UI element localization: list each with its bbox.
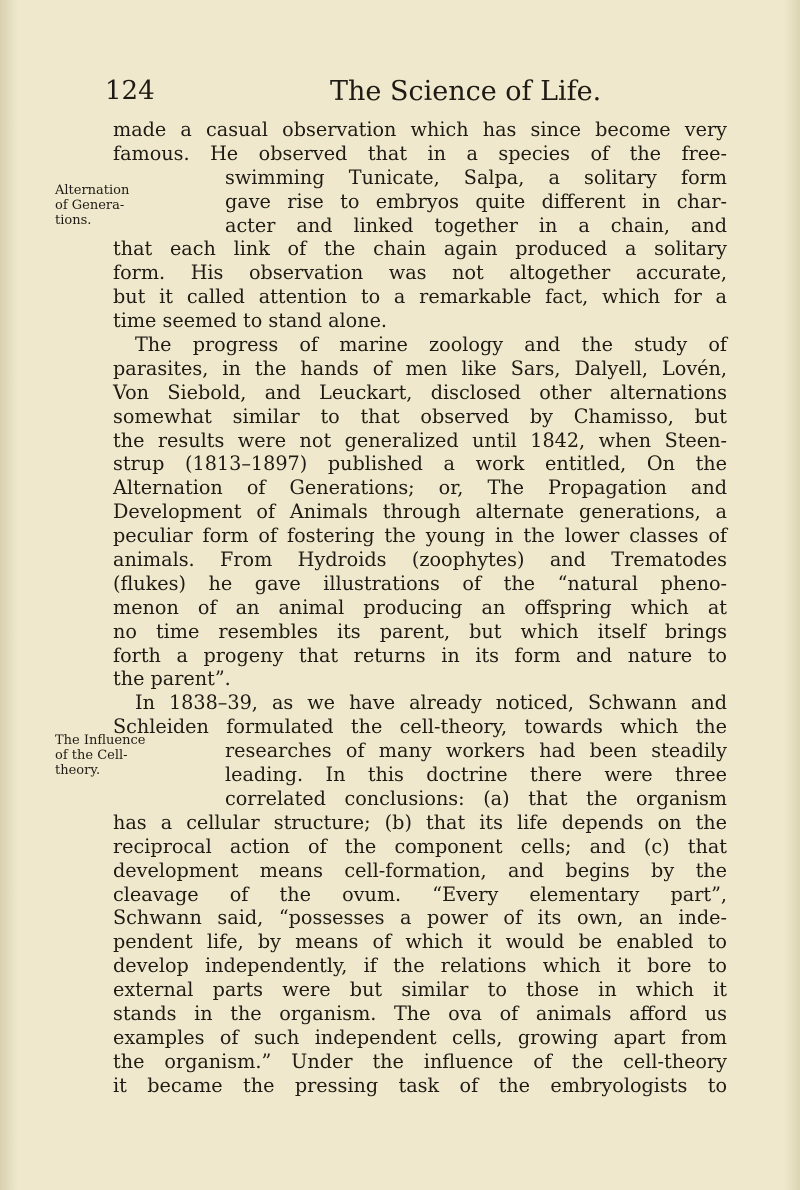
- margin-note-line: of the Cell-: [55, 748, 128, 763]
- text-line: strup (1813–1897) published a work entitled, On the: [113, 452, 727, 476]
- text-line: In 1838–39, as we have already noticed, Schwann and: [135, 691, 727, 715]
- margin-note-line: theory.: [55, 763, 101, 778]
- page-edge-left: [0, 0, 18, 1190]
- text-line: animals. From Hydroids (zoophytes) and Trematodes: [113, 548, 727, 572]
- text-line: researches of many workers had been steadily: [225, 739, 727, 763]
- text-line: gave rise to embryos quite different in char-: [225, 189, 727, 213]
- text-line: peculiar form of fostering the young in the lower classes of: [113, 524, 727, 548]
- text-line: external parts were but similar to those in which it: [113, 978, 727, 1002]
- text-line: the organism.” Under the influence of the cell-theory: [113, 1049, 727, 1073]
- text-line: but it called attention to a remarkable fact, which for a: [113, 285, 727, 309]
- margin-note-line: The Influence: [55, 733, 146, 748]
- margin-note-line: tions.: [55, 213, 92, 228]
- text-line: made a casual observation which has since become very: [113, 118, 727, 141]
- body-text: [113, 118, 727, 1098]
- margin-note-line: of Genera-: [55, 198, 125, 213]
- text-line: has a cellular structure; (b) that its life depends on the: [113, 810, 727, 834]
- text-line: Alternation of Generations; or, The Propagation and: [113, 476, 727, 500]
- page-edge-right: [784, 0, 800, 1190]
- text-line: time seemed to stand alone.: [113, 309, 388, 333]
- text-line: cleavage of the ovum. “Every elementary part”,: [113, 882, 727, 906]
- text-line: menon of an animal producing an offspring which at: [113, 595, 727, 619]
- text-line: swimming Tunicate, Salpa, a solitary form: [225, 165, 727, 189]
- text-line: somewhat similar to that observed by Chamisso, but: [113, 404, 727, 428]
- page-header: [105, 76, 725, 110]
- text-line: parasites, in the hands of men like Sars, Dalyell, Lovén,: [113, 356, 727, 380]
- text-line: that each link of the chain again produced a solitary: [113, 237, 727, 261]
- text-line: form. His observation was not altogether accurate,: [113, 261, 727, 285]
- text-line: leading. In this doctrine there were three: [225, 763, 727, 787]
- text-line: the results were not generalized until 1842, when Steen-: [113, 428, 727, 452]
- text-line: correlated conclusions: (a) that the organism: [225, 786, 727, 810]
- text-line: Schwann said, “possesses a power of its own, an inde-: [113, 906, 727, 930]
- margin-note-line: Alternation: [55, 183, 130, 198]
- text-line: no time resembles its parent, but which itself brings: [113, 619, 727, 643]
- text-line: pendent life, by means of which it would be enabled to: [113, 930, 727, 954]
- text-line: stands in the organism. The ova of animals afford us: [113, 1001, 727, 1025]
- text-line: reciprocal action of the component cells; and (c) that: [113, 834, 727, 858]
- text-line: it became the pressing task of the embryologists to: [113, 1073, 727, 1097]
- text-line: famous. He observed that in a species of the free-: [113, 141, 727, 165]
- text-line: acter and linked together in a chain, and: [225, 213, 727, 237]
- page-number: 124: [105, 76, 155, 106]
- text-line: Development of Animals through alternate generations, a: [113, 500, 727, 524]
- text-line: (flukes) he gave illustrations of the “natural pheno-: [113, 571, 727, 595]
- text-line: The progress of marine zoology and the study of: [135, 333, 727, 357]
- text-line: Von Siebold, and Leuckart, disclosed other alternations: [113, 380, 727, 404]
- running-title: The Science of Life.: [330, 76, 602, 107]
- text-line: Schleiden formulated the cell-theory, towards which the: [113, 715, 727, 739]
- text-line: development means cell-formation, and begins by the: [113, 858, 727, 882]
- text-line: examples of such independent cells, growing apart from: [113, 1025, 727, 1049]
- text-line: develop independently, if the relations which it bore to: [113, 954, 727, 978]
- text-line: forth a progeny that returns in its form and nature to: [113, 643, 727, 667]
- text-line: the parent”.: [113, 667, 231, 691]
